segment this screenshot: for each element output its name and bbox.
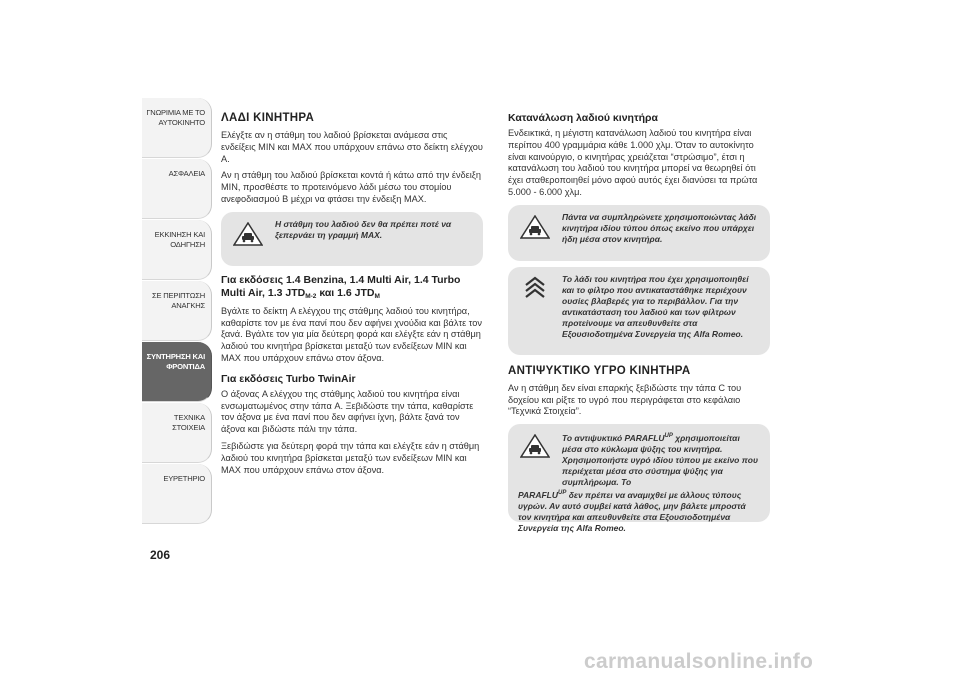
paragraph: Αν η στάθμη του λαδιού βρίσκεται κοντά ή κάτω από την ένδειξη MIN, προσθέστε το προτεινόμενο λάδι μέσω του στομίου ανεφοδιασμού B μέχρι να φτάσει την ένδειξη MAX. xyxy=(221,170,482,204)
tab-safety[interactable] xyxy=(142,159,212,219)
heading-text: Για εκδόσεις 1.4 Benzina, 1.4 Multi Air, 1.4 Turbo Multi Air, 1.3 JTD xyxy=(221,273,461,299)
subsection-title: Κατανάλωση λαδιού κινητήρα xyxy=(508,112,659,124)
note-text-part: PARAFLU xyxy=(518,489,558,500)
warning-note xyxy=(221,212,483,266)
tab-label: ΑΣΦΑΛΕΙΑ xyxy=(168,169,205,178)
subsection-title: Για εκδόσεις Turbo TwinAir xyxy=(221,372,356,385)
note-text: Η στάθμη του λαδιού δεν θα πρέπει ποτέ να ξεπερνάει τη γραμμή MAX. xyxy=(275,218,452,240)
tab-index[interactable] xyxy=(142,464,212,524)
tab-maintenance[interactable] xyxy=(142,342,212,402)
heading-subscript: M xyxy=(374,292,380,300)
paragraph: Βγάλτε το δείκτη A ελέγχου της στάθμης λαδιού του κινητήρα, καθαρίστε τον με ένα πανί που δεν αφήνει χνούδια και βάλτε τον ξανά. Βγάλτε τον για μία δεύτερη φορά και ελέγξτε εάν η στάθμη λαδιού του κινητήρα βρίσκεται μεταξύ των ενδείξεων MIN και MAX που υπάρχουν επάνω στον άξονα. xyxy=(221,305,482,363)
recycle-arrows-icon xyxy=(520,275,550,299)
note-superscript: UP xyxy=(664,433,673,440)
section-title: ΑΝΤΙΨΥΚΤΙΚΟ ΥΓΡΟ ΚΙΝΗΤΗΡΑ xyxy=(508,364,691,377)
tab-label: ΓΝΩΡΙΜΙΑ ΜΕ ΤΟ ΑΥΤΟΚΙΝΗΤΟ xyxy=(146,108,205,127)
tab-getting-to-know[interactable] xyxy=(142,98,212,158)
paragraph: Ενδεικτικά, η μέγιστη κατανάλωση λαδιού του κινητήρα είναι περίπου 400 γραμμάρια κάθε 1.000 χλμ. Όταν το αυτοκίνητο είναι καινούργιο, ο κινητήρας χρειάζεται “στρώσιμο”, έτσι η κατανάλωση του λαδιού του κινητήρα μπορεί να θεωρηθεί ότι έχει σταθεροποιηθεί μόνο αφού αυτός έχει διανύσει τα πρώτα 5.000 - 6.000 χλμ. xyxy=(508,128,758,197)
tab-label: ΣΥΝΤΗΡΗΣΗ ΚΑΙ ΦΡΟΝΤΙΔΑ xyxy=(146,352,205,371)
note-text: Πάντα να συμπληρώνετε χρησιμοποιώντας λάδι κινητήρα ιδίου τύπου όπως εκείνο που υπάρχει ήδη μέσα στον κινητήρα. xyxy=(562,211,757,244)
note-text xyxy=(562,431,760,488)
environment-note xyxy=(508,267,770,355)
left-column xyxy=(221,112,483,481)
note-text-part: χρησιμοποιείται μέσα στο κύκλωμα ψύξης του κινητήρα. Χρησιμοποιήστε υγρό ιδίου τύπου με εκείνο που περιέχεται μέσα στο σύστημα ψύξης για συμπλήρωμα. Το xyxy=(562,433,759,487)
paragraph: Ο άξονας A ελέγχου της στάθμης λαδιού του κινητήρα είναι ενσωματωμένος στην τάπα A. Ξεβιδώστε την τάπα, καθαρίστε τον άξονα με ένα πανί που δεν αφήνει ίχνη, βάλτε ξανά τον άξονα και βιδώστε πάλι την τάπα. xyxy=(221,388,474,435)
note-text-part: Το αντιψυκτικό PARAFLU xyxy=(562,433,665,443)
chapter-tabs xyxy=(142,98,212,525)
warning-car-icon xyxy=(233,222,263,246)
tab-label: ΤΕΧΝΙΚΑ ΣΤΟΙΧΕΙΑ xyxy=(172,413,205,432)
page-number: 206 xyxy=(150,548,171,562)
warning-car-icon xyxy=(520,215,550,239)
warning-note xyxy=(508,205,770,261)
heading-text: και 1.6 JTD xyxy=(316,286,375,299)
heading-subscript: M-2 xyxy=(305,292,317,300)
section-title: ΛΑΔΙ ΚΙΝΗΤΗΡΑ xyxy=(221,112,315,124)
note-text-part: δεν πρέπει να αναμιχθεί με άλλους τύπους υγρών. Αν αυτό συμβεί κατά λάθος, μην βάλετε μπροστά τον κινητήρα και απευθυνθείτε στα Εξουσιοδοτημένα Συνεργεία της Alfa Romeo. xyxy=(518,489,746,533)
subsection-title xyxy=(221,274,483,303)
paragraph: Αν η στάθμη δεν είναι επαρκής ξεβιδώστε την τάπα C του δοχείου και ρίξτε το υγρό που περιγράφεται στο κεφάλαιο “Τεχνικά Στοιχεία”. xyxy=(508,382,742,417)
paragraph: Ξεβιδώστε για δεύτερη φορά την τάπα και ελέγξτε εάν η στάθμη λαδιού του κινητήρα βρίσκεται μεταξύ των ενδείξεων MIN και MAX που υπάρχουν επάνω στον άξονα. xyxy=(221,440,480,475)
tab-technical-data[interactable] xyxy=(142,403,212,463)
tab-emergency[interactable] xyxy=(142,281,212,341)
tab-label: ΕΚΚΙΝΗΣΗ ΚΑΙ ΟΔΗΓΗΣΗ xyxy=(154,230,205,249)
watermark: carmanualsonline.info xyxy=(584,650,814,673)
note-text-continued xyxy=(518,488,760,534)
warning-note xyxy=(508,424,770,533)
tab-starting-driving[interactable] xyxy=(142,220,212,280)
warning-car-icon xyxy=(520,434,550,458)
tab-label: ΕΥΡΕΤΗΡΙΟ xyxy=(163,474,205,483)
note-superscript: UP xyxy=(557,490,567,496)
paragraph: Ελέγξτε αν η στάθμη του λαδιού βρίσκεται ανάμεσα στις ενδείξεις MIN και MAX που υπάρχουν επάνω στο δείκτη ελέγχου A. xyxy=(221,130,483,164)
right-column xyxy=(508,112,770,533)
tab-label: ΣΕ ΠΕΡΙΠΤΩΣΗ ΑΝΑΓΚΗΣ xyxy=(151,291,205,310)
note-text: Το λάδι του κινητήρα που έχει χρησιμοποιηθεί και το φίλτρο που αντικαταστάθηκε περιέχουν ουσίες βλαβερές για το περιβάλλον. Για την αντικατάσταση του λαδιού και των φίλτρων προτείνουμε να απευθυνθείτε στα Εξουσιοδοτημένα Συνεργεία της Alfa Romeo. xyxy=(562,273,749,339)
